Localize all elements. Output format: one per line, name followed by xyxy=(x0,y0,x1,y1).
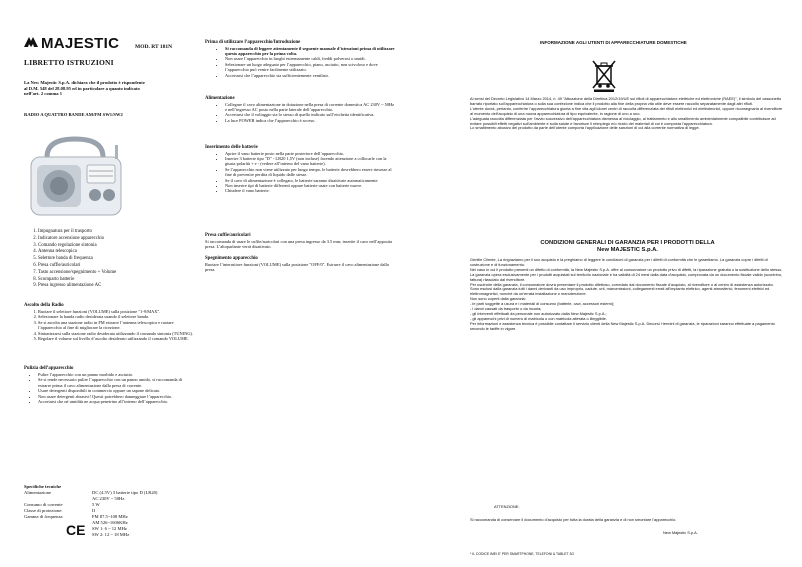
warranty-paragraph: Nel caso in cui il prodotto presenti un difetto di conformità, la New Majestic S.p.A. offre al consumatore un prodotto privo di difetti, la riparazione gratuita o la sostituzione dello stesso. xyxy=(470,266,783,272)
headphones-text: Si raccomanda di usare le cuffie/auricolari con una presa ingresso da 3.5 mm; inserite il cavo nell’apposita presa. L’altoparlante verrà disattivato. xyxy=(205,238,393,249)
listening-step: 1. Ruotare il selettore funzioni (VOLUME) sulla posizione "1-9/MAX". xyxy=(38,309,194,314)
batteries-item: • Non inserire tipi di batterie differenti oppure batterie usate con batterie nuove. xyxy=(225,183,397,188)
part-item: 4. Antenna telescopica xyxy=(38,249,198,256)
brand-name: MAJESTIC xyxy=(41,34,120,52)
disposal-text xyxy=(470,97,785,131)
first-use-items xyxy=(205,46,397,78)
cleaning-item: • Non usare detergenti abrasivi! Questi potrebbero danneggiare l’apparecchio. xyxy=(38,394,194,399)
spec-label: Alimentazione xyxy=(24,489,52,495)
radio-drawing xyxy=(25,135,125,219)
batteries-item: • Aprire il vano batterie posto nella parte posteriore dell’apparecchio. xyxy=(225,151,397,156)
listening-title: Ascolto della Radio xyxy=(24,303,64,308)
manual-title: LIBRETTO ISTRUZIONI xyxy=(24,58,114,67)
headphones-title: Presa cuffie/auricolari xyxy=(205,233,251,238)
spec-value-line: SW 1: 6 ~ 12 MHz xyxy=(92,525,127,531)
shutdown-title: Spegnimento apparecchio xyxy=(205,256,258,261)
batteries-title: Inserimento delle batterie xyxy=(205,145,258,150)
power-title: Alimentazione xyxy=(205,96,235,101)
warranty-title-line1: CONDIZIONI GENERALI DI GARANZIA PER I PRODOTTI DELLA xyxy=(540,240,715,246)
warranty-paragraph: Per usufruire della garanzia, il consumatore dovrà presentare il prodotto difettoso, corredato dal documento fiscale d’acquisto, al rivenditore o al centro di assistenza autorizzato. xyxy=(470,281,774,287)
part-item: 9. Presa ingresso alimentazione AC xyxy=(38,283,198,290)
spec-value: II xyxy=(92,507,96,513)
spec-row xyxy=(24,514,157,538)
spec-label: Consumo di corrente xyxy=(24,501,63,507)
warranty-paragraph: - i danni causati da trasporto o da incuria; xyxy=(470,306,542,312)
disposal-paragraph: Lo smaltimento abusivo del prodotto da parte dell’utente comporta l’applicazione delle sanzioni di cui alla corrente normativa di legge. xyxy=(470,125,700,131)
parts-list xyxy=(20,229,198,290)
listening-steps xyxy=(24,309,194,341)
attention-text: Si raccomanda di conservare il documento d’acquisto per tutta la durata della garanzia e di non smontare l’apparecchio. xyxy=(470,517,677,522)
part-item: 8. Scomparto batterie xyxy=(38,277,198,284)
warranty-paragraph: - gli apparecchi privi di numero di matricola o con matricola alterata o illeggibile. xyxy=(470,315,607,321)
warranty-paragraph: Sono esclusi dalla garanzia tutti i danni derivanti da uso improprio, cadute, urti, manomissioni, collegamenti errati all’impianto elettrico, agenti atmosferici, fenomeni elettrici ed elettromagnetici, nonché da un’errata installazione o manutenzione. xyxy=(470,286,770,297)
cleaning-item: • Accertarsi che né umidità ne acqua penetrino all’interno dell’apparecchio. xyxy=(38,399,194,404)
cleaning-items xyxy=(24,372,194,404)
disposal-title: INFORMAZIONE AGLI UTENTI DI APPARECCHIATURE DOMESTICHE xyxy=(540,40,687,45)
spec-value xyxy=(92,514,157,538)
specs-title: Specifiche tecniche xyxy=(24,484,62,489)
cleaning-item: • Pulire l’apparecchio con un panno morbido e asciutto. xyxy=(38,372,194,377)
warranty-paragraph: Per informazioni e assistenza tecnica è possibile contattare il servizio clienti della New Majestic S.p.A. Decorsi i termini di garanzia, le riparazioni saranno effettuate a pagamento secondo le tariffe in vigore. xyxy=(470,320,775,331)
part-item: 6. Presa cuffie/auricolari xyxy=(38,263,198,270)
spec-value-line: FM 87.5~108 MHz xyxy=(92,513,128,519)
spec-row xyxy=(24,490,157,502)
model-number: MOD. RT 181N xyxy=(135,44,173,50)
brand-logo xyxy=(24,34,119,52)
listening-step: 2. Selezionare la banda radio desiderata usando il selettore banda. xyxy=(38,314,194,319)
spec-value xyxy=(92,490,157,502)
specs-table xyxy=(24,490,157,538)
batteries-section xyxy=(205,145,397,194)
first-use-item: • Accertarsi che l’apparecchio sia sufficientemente ventilato. xyxy=(225,73,397,78)
cleaning-section xyxy=(24,366,194,404)
warranty-title-line2: New MAJESTIC S.p.A. xyxy=(597,247,658,253)
ce-mark-text: CE xyxy=(66,523,86,537)
warranty-paragraph: Non sono coperti dalla garanzia: xyxy=(470,296,526,302)
listening-section xyxy=(24,303,194,341)
radio-illustration xyxy=(25,135,125,224)
power-section xyxy=(205,96,397,123)
warranty-paragraph: Gentile Cliente, La ringraziamo per il suo acquisto e la preghiamo di leggere le condizioni di garanzia per i difetti di conformità che le garantiamo. La garanzia copre i difetti di costruzione e di funzionamento. xyxy=(470,257,768,267)
warranty-paragraph: La garanzia opera esclusivamente per i prodotti acquistati sul territorio nazionale e ha validità di 24 mesi dalla data d’acquisto, comprovata da un documento fiscale valido (scontrino, fattura) rilasciato dal rivenditore. xyxy=(470,271,783,282)
spec-value-line: AC 230V ~ 50Hz xyxy=(92,495,125,501)
part-item: 5. Selettore banda di frequenza xyxy=(38,256,198,263)
cleaning-title: Pulizia dell’apparecchio xyxy=(24,366,74,371)
batteries-item: • Chiudere il vano batterie. xyxy=(225,188,397,193)
power-item: • Collegare il cavo alimentazione in dotazione nella presa di corrente domestica AC 230V ~ 50Hz e nell’ingresso AC posto nella parte laterale dell’apparecchio. xyxy=(225,102,397,113)
warranty-paragraph: - le parti soggette a usura e i materiali di consumo (batterie, cavi, accessori esterni); xyxy=(470,301,615,307)
listening-step: 4. Sintonizzarsi sulla stazione radio desiderata utilizzando il comando sintonia (TUNING). xyxy=(38,331,194,336)
warranty-paragraph: - gli interventi effettuati da personale non autorizzato dalla New Majestic S.p.A.; xyxy=(470,310,607,316)
ce-mark-icon xyxy=(66,523,88,542)
batteries-item: • Se il cavo di alimentazione è collegato, le batterie saranno disattivate automaticamente. xyxy=(225,178,397,183)
part-item: 1. Impugnatura per il trasporto xyxy=(38,229,198,236)
listening-step: 3. Se si ascolta una stazione radio in FM estrarre l’antenna telescopica e ruotare l’apparecchio al fine di migliorare la ricezione. xyxy=(38,320,194,331)
spec-label: Gamma di frequenza xyxy=(24,513,63,519)
attention-block xyxy=(470,504,785,522)
power-items xyxy=(205,102,397,124)
spec-value: 5 W xyxy=(92,501,100,507)
headphones-section xyxy=(205,233,397,249)
batteries-items xyxy=(205,151,397,194)
batteries-item: • Se l’apparecchio non viene utilizzato per lungo tempo, le batterie dovrebbero essere rimosse al fine di prevenire perdita di liquido dalle stesse. xyxy=(225,167,397,178)
spec-value-line: SW 2: 12 ~ 18 MHz xyxy=(92,531,130,537)
declaration: La New Majestic S.p.A. dichiara che il prodotto è rispondente al D.M. 548 del 28.08.95 ed in particolare a quanto indicato nell’art. 2 comma 1 xyxy=(24,80,145,97)
disposal-paragraph: Ai sensi del Decreto Legislativo 14 Marzo 2014, n. 49 "Attuazione della Direttiva 2012/19/UE sui rifiuti di apparecchiature elettriche ed elettroniche (RAEE)", il simbolo del cassonetto barrato riportato sull’apparecchiatura o sulla sua confezione indica che il prodotto alla fine della propria vita utile deve essere raccolto separatamente dagli altri rifiuti. xyxy=(470,96,782,106)
shutdown-text: Ruotare l’interruttore funzioni (VOLUME) sulla posizione "OFF/0". Estrarre il cavo alimentazione dalla presa. xyxy=(205,261,389,272)
cleaning-item: • Se si rende necessario pulire l’apparecchio con un panno umido, si raccomanda di estrarre prima il cavo alimentazione dalla presa di corrente. xyxy=(38,377,194,388)
warranty-title xyxy=(470,240,785,254)
disposal-paragraph: L’adeguata raccolta differenziata per l’avvio successivo dell’apparecchiatura dismessa al riciclaggio, al trattamento e allo smaltimento ambientalmente compatibile contribuisce ad evitare possibili effetti negativi sull’ambiente e sulla salute e favorisce il reimpiego e/o riciclo dei materiali di cui è composta l’apparecchiatura. xyxy=(470,115,776,126)
batteries-item: • Inserire 3 batterie tipo "D" - LR20 1,5V (non incluse) facendo attenzione a collocarle con la giusta polarità + e - (vedere all’interno del vano batterie). xyxy=(225,156,397,167)
crossed-bin-icon xyxy=(591,58,617,97)
spec-value-line: DC (4.5V) 3 batterie tipo D (LR20) xyxy=(92,489,158,495)
part-item: 7. Tasto accensione/spegnimento + Volume xyxy=(38,270,198,277)
specs-section xyxy=(24,484,157,538)
shutdown-section xyxy=(205,256,397,272)
power-item: • La luce POWER indica che l’apparecchio è acceso. xyxy=(225,118,397,123)
part-item: 2. Indicatore accensione apparecchio xyxy=(38,236,198,243)
radio-title: RADIO A QUATTRO BANDE AM/FM SW1/SW2 xyxy=(24,112,123,117)
footnote: * IL CODICE IMEI E’ PER SMARTPHONE, TELEFONI & TABLET 3G xyxy=(470,552,575,556)
first-use-title: Prima di utilizzare l’apparecchio/Introduzione xyxy=(205,40,301,45)
power-item: • Accertarsi che il voltaggio sia lo stesso di quello indicato sull’etichetta identificativa. xyxy=(225,112,397,117)
first-use-section xyxy=(205,40,397,78)
disposal-paragraph: L’utente dovrà, pertanto, conferire l’apparecchiatura giunta a fine vita agli idonei centri di raccolta differenziata dei rifiuti elettronici ed elettrotecnici, oppure riconsegnarla al rivenditore al momento dell’acquisto di una nuova apparecchiatura di tipo equivalente, in ragione di uno a uno. xyxy=(470,105,783,116)
spec-label: Classe di protezione: xyxy=(24,507,63,513)
listening-step: 5. Regolare il volume sul livello d’ascolto desiderato utilizzando il comando VOLUME. xyxy=(38,336,194,341)
majestic-logo-icon xyxy=(24,34,38,52)
spec-value-line: AM 526~1606KHz xyxy=(92,519,128,525)
part-item: 3. Comando regolazione sintonia xyxy=(38,243,198,250)
first-use-item: • Si raccomanda di leggere attentamente il seguente manuale d’istruzioni prima di utilizzare questo apparecchio per la prima volta. xyxy=(225,46,397,57)
first-use-item: • Non usare l’apparecchio in luoghi estremamente caldi, freddi polverosi o umidi. xyxy=(225,56,397,61)
first-use-item: • Selezionare un luogo adeguato per l’apparecchio, piano, asciutto, non scivoloso e dove l’apparecchio può venire facilmente utilizzato. xyxy=(225,62,397,73)
signature: New Majestic S.p.A. xyxy=(663,530,698,535)
warranty-text xyxy=(470,258,785,332)
cleaning-item: • Usare detergenti disponibili in commercio oppure un sapone delicato. xyxy=(38,388,194,393)
attention-label: ATTENZIONE: xyxy=(494,504,520,509)
